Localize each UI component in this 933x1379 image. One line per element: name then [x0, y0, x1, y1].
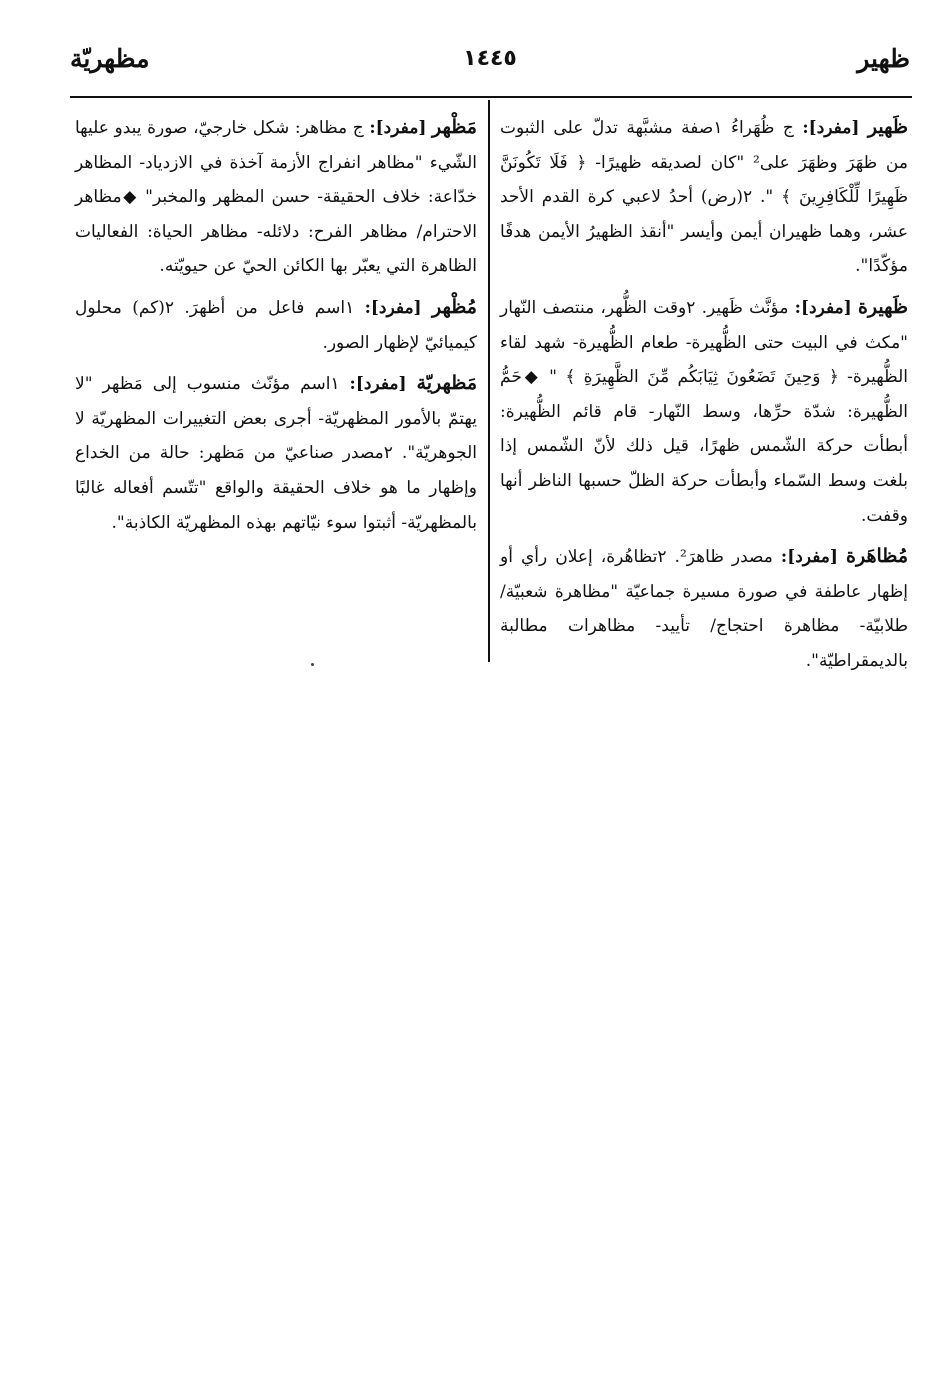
- entry-headword: ظَهير: [867, 116, 908, 138]
- running-headword-right: ظهير: [857, 44, 910, 73]
- left-column: [75, 110, 477, 546]
- entry-body: مصدر ظاهرَ². ٢تظاهُرة، إعلان رأي أو إظهار عاطفة في صورة مسيرة جماعيّة "مظاهرة شعبيّة/ طلابيّة- مظاهرة احتجاج/ تأييد- مظاهرات مطالبة بالديمقراطيّة".: [500, 547, 908, 671]
- dictionary-entry: [75, 366, 477, 540]
- dictionary-entry: [500, 110, 908, 284]
- entry-pos: [مفرد]:: [780, 547, 838, 568]
- entry-body: ١اسم مؤنّث منسوب إلى مَظهر "لا يهتمّ بالأمور المظهريّة- أجرى بعض التغييرات المظهريّة لا الجوهريّة". ٢مصدر صناعيّ من مَظهر: حالة من الخداع وإظهار ما هو خلاف الحقيقة والواقع "تتّسم أفعاله غالبًا بالمظهريّة- أثبتوا سوء نيّاتهم بهذه المظهريّة الكاذبة".: [75, 374, 477, 533]
- entry-pos: [مفرد]:: [364, 297, 422, 318]
- column-divider: [488, 100, 490, 662]
- entry-headword: مُظاهَرة: [846, 545, 909, 568]
- dictionary-entry: [500, 539, 908, 678]
- entry-headword: مُظْهر: [431, 295, 477, 318]
- right-column: [500, 110, 908, 685]
- entry-headword: مَظهريّة: [416, 372, 478, 395]
- entry-pos: [مفرد]:: [794, 297, 852, 318]
- dictionary-entry: [75, 290, 477, 360]
- entry-pos: [مفرد]:: [369, 118, 427, 138]
- header-rule: [70, 96, 912, 98]
- entry-pos: [مفرد]:: [802, 118, 860, 138]
- running-headword-left: مظهريّة: [70, 44, 150, 73]
- dictionary-entry: [75, 110, 477, 284]
- entry-pos: [مفرد]:: [349, 374, 407, 395]
- entry-body: ج ظُهَراءُ ١صفة مشبَّهة تدلّ على الثبوت من ظهَرَ وظهَرَ على² "كان لصديقه ظهيرًا- ﴿ فَلَا تَكُونَنَّ ظَهِيرًا لِّلْكَافِرِينَ ﴾ ". ٢(رض) أحدُ لاعبي كرة القدم الأحد عشر، وهما ظهيران أيمن وأيسر "أنقذ الظهيرُ الأيمن هدفًا مؤكّدًا".: [500, 118, 908, 277]
- dictionary-entry: [500, 290, 908, 533]
- scan-speck: [311, 663, 314, 666]
- entry-body: ١اسم فاعل من أظهرَ. ٢(كم) محلول كيميائيّ لإظهار الصور.: [75, 297, 477, 353]
- entry-body: ج مظاهر: شكل خارجيّ، صورة يبدو عليها الشّيء "مظاهر انفراج الأزمة آخذة في الازدياد- المظاهر خدّاعة: خلاف الحقيقة- حسن المظهر والمخبر" ◆مظاهر الاحترام/ مظاهر الفرح: دلائله- مظاهر الحياة: الفعاليات الظاهرة التي يعبّر بها الكائن الحيّ عن حيويّته.: [75, 118, 477, 277]
- entry-headword: ظَهيرة: [857, 295, 908, 318]
- entry-headword: مَظْهر: [431, 116, 477, 138]
- entry-body: مؤنَّث ظَهير. ٢وقت الظُّهر، منتصف النّهار "مكث في البيت حتى الظُّهيرة- طعام الظُّهيرة- شهد لقاء الظُّهيرة- ﴿ وَحِينَ تَضَعُونَ ثِيَابَكُم مِّنَ الظَّهِيرَةِ ﴾ " ◆حَمُّ الظُّهيرة: شدّة حرِّها، وسط النّهار- قام قائم الظُّهيرة: أبطأت حركة الشّمس ظهرًا، قيل ذلك لأنّ الشّمس إذا بلغت وسط السّماء وأبطأت حركة الظلّ حسبها الناظر أنها وقفت.: [500, 297, 908, 526]
- page-header: [70, 44, 910, 88]
- page-number: ١٤٤٥: [463, 46, 517, 71]
